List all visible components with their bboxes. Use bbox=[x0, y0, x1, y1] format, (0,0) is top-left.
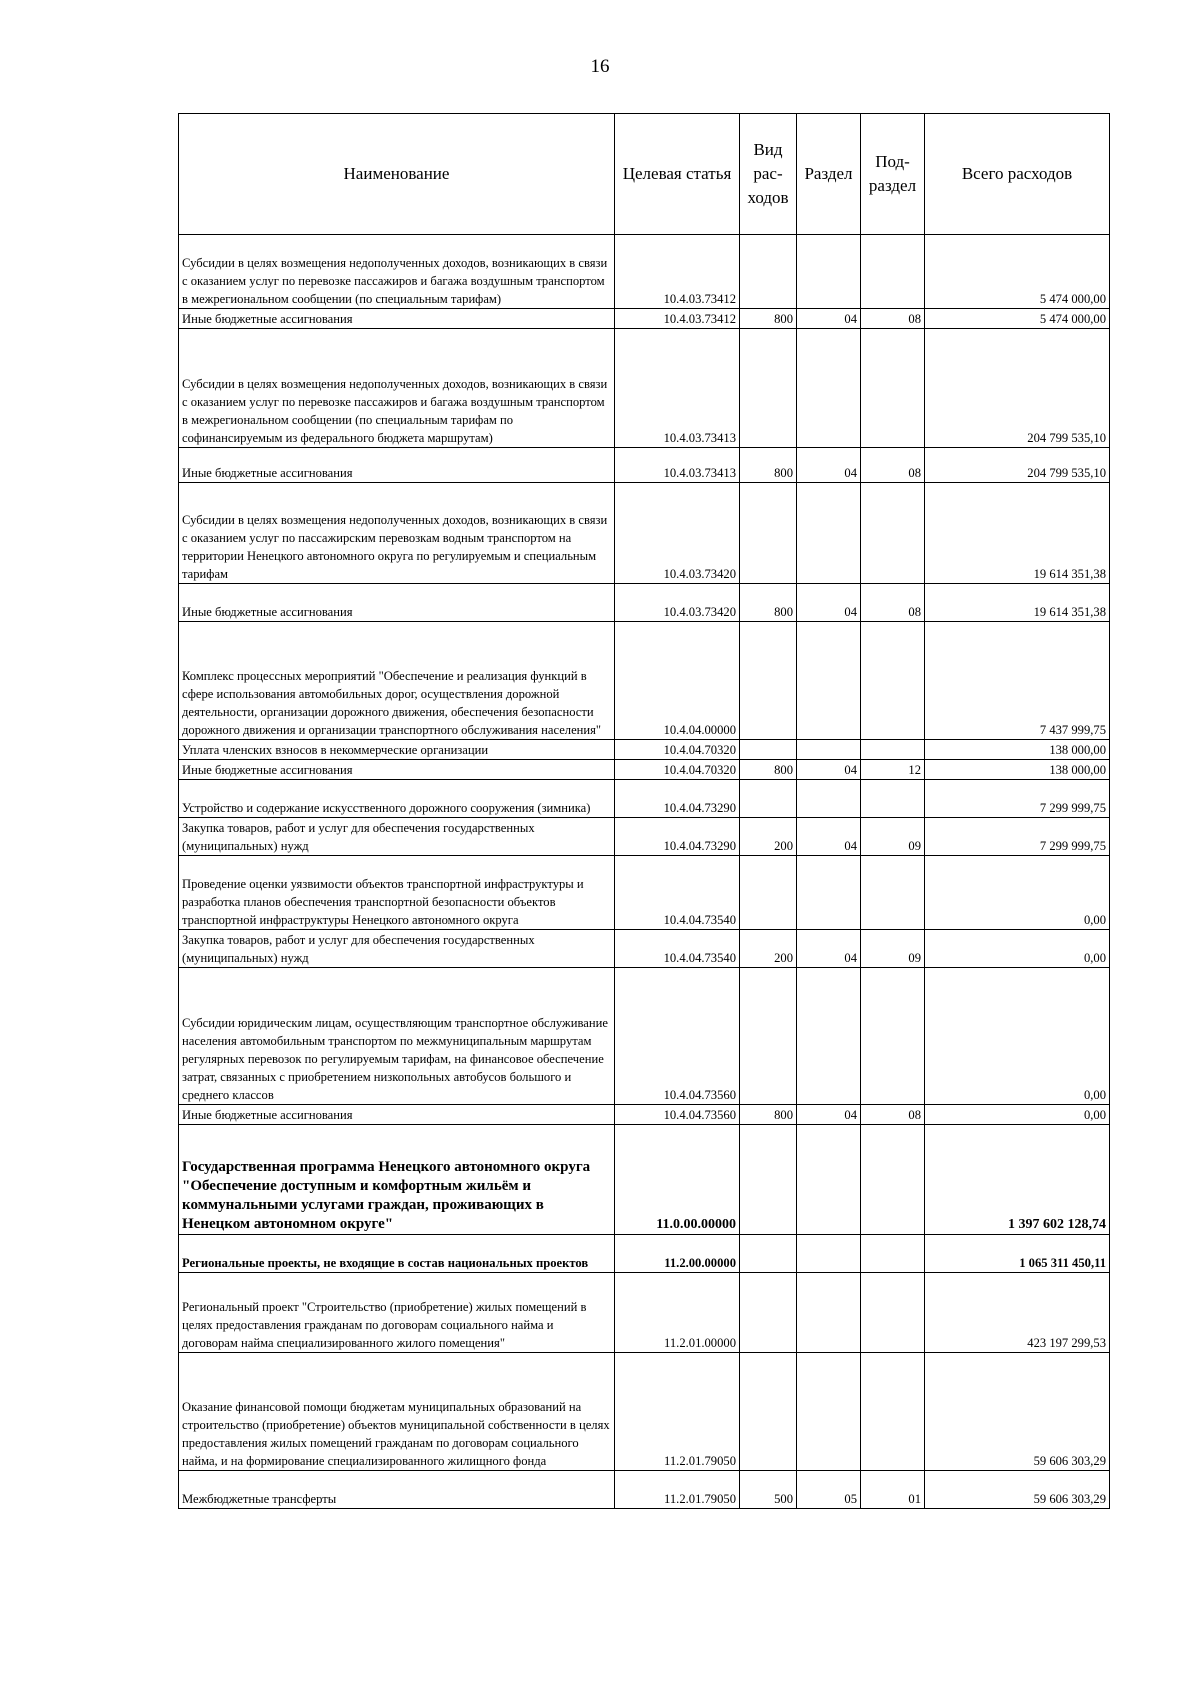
table-row bbox=[179, 309, 1110, 329]
row-subsection bbox=[861, 622, 925, 740]
table-row bbox=[179, 584, 1110, 622]
row-section bbox=[797, 483, 861, 584]
row-total: 7 299 999,75 bbox=[925, 780, 1110, 818]
row-total: 5 474 000,00 bbox=[925, 309, 1110, 329]
row-kind bbox=[740, 1125, 797, 1235]
row-target: 10.4.04.00000 bbox=[615, 622, 740, 740]
row-name: Государственная программа Ненецкого автономного округа "Обеспечение доступным и комфортным жильём и коммунальными услугами граждан, проживающих в Ненецком автономном округе" bbox=[179, 1125, 615, 1235]
row-name: Субсидии в целях возмещения недополученных доходов, возникающих в связи с оказанием услуг по перевозке пассажиров и багажа воздушным транспортом в межрегиональном сообщении (по специальным тарифам) bbox=[179, 235, 615, 309]
row-section: 04 bbox=[797, 818, 861, 856]
table-header bbox=[179, 114, 1110, 235]
row-kind: 200 bbox=[740, 930, 797, 968]
row-total: 19 614 351,38 bbox=[925, 483, 1110, 584]
row-subsection bbox=[861, 856, 925, 930]
header-target: Целевая статья bbox=[615, 114, 740, 235]
row-name: Оказание финансовой помощи бюджетам муниципальных образований на строительство (приобретение) объектов муниципальной собственности в целях предоставления жилых помещений гражданам по договорам социального найма, и на формирование специализированного жилищного фонда bbox=[179, 1353, 615, 1471]
row-name: Межбюджетные трансферты bbox=[179, 1471, 615, 1509]
row-target: 10.4.03.73412 bbox=[615, 235, 740, 309]
table-row bbox=[179, 1105, 1110, 1125]
row-kind bbox=[740, 329, 797, 448]
row-subsection bbox=[861, 329, 925, 448]
row-subsection bbox=[861, 1125, 925, 1235]
row-name: Иные бюджетные ассигнования bbox=[179, 309, 615, 329]
table-row bbox=[179, 930, 1110, 968]
row-kind bbox=[740, 856, 797, 930]
row-section bbox=[797, 968, 861, 1105]
row-kind: 800 bbox=[740, 448, 797, 483]
table-row bbox=[179, 329, 1110, 448]
row-target: 10.4.04.70320 bbox=[615, 760, 740, 780]
header-total: Всего расходов bbox=[925, 114, 1110, 235]
row-kind bbox=[740, 740, 797, 760]
row-target: 10.4.04.70320 bbox=[615, 740, 740, 760]
header-subsection: Под-раздел bbox=[861, 114, 925, 235]
row-section bbox=[797, 856, 861, 930]
row-total: 19 614 351,38 bbox=[925, 584, 1110, 622]
row-subsection bbox=[861, 235, 925, 309]
row-total: 0,00 bbox=[925, 968, 1110, 1105]
row-subsection bbox=[861, 1273, 925, 1353]
row-target: 10.4.03.73413 bbox=[615, 448, 740, 483]
table-row bbox=[179, 1125, 1110, 1235]
row-section bbox=[797, 235, 861, 309]
budget-table bbox=[178, 113, 1110, 1509]
row-name: Субсидии в целях возмещения недополученных доходов, возникающих в связи с оказанием услуг по пассажирским перевозкам водным транспортом на территории Ненецкого автономного округа по регулируемым и специальным тарифам bbox=[179, 483, 615, 584]
row-total: 0,00 bbox=[925, 856, 1110, 930]
row-section bbox=[797, 1273, 861, 1353]
row-name: Устройство и содержание искусственного дорожного сооружения (зимника) bbox=[179, 780, 615, 818]
page-number: 16 bbox=[590, 56, 610, 77]
row-section: 05 bbox=[797, 1471, 861, 1509]
table-row bbox=[179, 622, 1110, 740]
row-kind bbox=[740, 235, 797, 309]
row-name: Субсидии юридическим лицам, осуществляющим транспортное обслуживание населения автомобильным транспортом по межмуниципальным маршрутам регулярных перевозок по регулируемым тарифам, на финансовое обеспечение затрат, связанных с приобретением низкопольных автобусов большого и среднего классов bbox=[179, 968, 615, 1105]
row-kind bbox=[740, 622, 797, 740]
table-row bbox=[179, 780, 1110, 818]
row-section: 04 bbox=[797, 930, 861, 968]
row-section: 04 bbox=[797, 1105, 861, 1125]
row-total: 1 397 602 128,74 bbox=[925, 1125, 1110, 1235]
row-kind: 800 bbox=[740, 1105, 797, 1125]
row-section: 04 bbox=[797, 760, 861, 780]
row-subsection: 09 bbox=[861, 930, 925, 968]
row-name: Иные бюджетные ассигнования bbox=[179, 448, 615, 483]
row-total: 1 065 311 450,11 bbox=[925, 1235, 1110, 1273]
row-subsection: 09 bbox=[861, 818, 925, 856]
row-target: 10.4.04.73290 bbox=[615, 780, 740, 818]
row-target: 10.4.04.73290 bbox=[615, 818, 740, 856]
row-total: 0,00 bbox=[925, 1105, 1110, 1125]
row-kind: 500 bbox=[740, 1471, 797, 1509]
table-row bbox=[179, 1235, 1110, 1273]
row-subsection bbox=[861, 780, 925, 818]
row-section bbox=[797, 780, 861, 818]
row-target: 11.2.01.79050 bbox=[615, 1471, 740, 1509]
row-name: Комплекс процессных мероприятий "Обеспечение и реализация функций в сфере использования автомобильных дорог, осуществления дорожной деятельности, организации дорожного движения, обеспечения безопасности дорожного движения и организации транспортного обслуживания населения" bbox=[179, 622, 615, 740]
row-subsection bbox=[861, 1235, 925, 1273]
row-subsection: 08 bbox=[861, 584, 925, 622]
table-row bbox=[179, 483, 1110, 584]
row-total: 204 799 535,10 bbox=[925, 448, 1110, 483]
row-subsection: 08 bbox=[861, 448, 925, 483]
row-subsection bbox=[861, 740, 925, 760]
header-name: Наименование bbox=[179, 114, 615, 235]
row-kind bbox=[740, 1235, 797, 1273]
row-total: 7 299 999,75 bbox=[925, 818, 1110, 856]
row-kind bbox=[740, 968, 797, 1105]
row-kind bbox=[740, 483, 797, 584]
row-kind bbox=[740, 1273, 797, 1353]
row-section: 04 bbox=[797, 584, 861, 622]
table-row bbox=[179, 1273, 1110, 1353]
row-subsection bbox=[861, 483, 925, 584]
row-total: 0,00 bbox=[925, 930, 1110, 968]
row-kind: 800 bbox=[740, 309, 797, 329]
row-name: Уплата членских взносов в некоммерческие организации bbox=[179, 740, 615, 760]
row-total: 138 000,00 bbox=[925, 740, 1110, 760]
row-total: 59 606 303,29 bbox=[925, 1353, 1110, 1471]
table-row bbox=[179, 760, 1110, 780]
row-name: Субсидии в целях возмещения недополученных доходов, возникающих в связи с оказанием услуг по перевозке пассажиров и багажа воздушным транспортом в межрегиональном сообщении (по специальным тарифам по софинансируемым из федерального бюджета маршрутам) bbox=[179, 329, 615, 448]
row-total: 204 799 535,10 bbox=[925, 329, 1110, 448]
row-target: 10.4.03.73420 bbox=[615, 483, 740, 584]
row-section bbox=[797, 740, 861, 760]
row-name: Региональный проект "Строительство (приобретение) жилых помещений в целях предоставления гражданам по договорам социального найма и договорам найма специализированного жилого помещения" bbox=[179, 1273, 615, 1353]
row-subsection: 12 bbox=[861, 760, 925, 780]
row-total: 138 000,00 bbox=[925, 760, 1110, 780]
row-total: 7 437 999,75 bbox=[925, 622, 1110, 740]
row-section: 04 bbox=[797, 309, 861, 329]
row-subsection: 01 bbox=[861, 1471, 925, 1509]
row-section bbox=[797, 1125, 861, 1235]
row-target: 10.4.03.73412 bbox=[615, 309, 740, 329]
table-row bbox=[179, 818, 1110, 856]
row-total: 423 197 299,53 bbox=[925, 1273, 1110, 1353]
row-total: 5 474 000,00 bbox=[925, 235, 1110, 309]
table-row bbox=[179, 1471, 1110, 1509]
row-name: Иные бюджетные ассигнования bbox=[179, 584, 615, 622]
row-kind: 800 bbox=[740, 760, 797, 780]
row-name: Закупка товаров, работ и услуг для обеспечения государственных (муниципальных) нужд bbox=[179, 818, 615, 856]
row-target: 11.2.00.00000 bbox=[615, 1235, 740, 1273]
row-subsection: 08 bbox=[861, 1105, 925, 1125]
row-section: 04 bbox=[797, 448, 861, 483]
row-name: Региональные проекты, не входящие в состав национальных проектов bbox=[179, 1235, 615, 1273]
row-subsection bbox=[861, 1353, 925, 1471]
row-kind: 200 bbox=[740, 818, 797, 856]
row-target: 10.4.03.73420 bbox=[615, 584, 740, 622]
row-section bbox=[797, 1235, 861, 1273]
row-target: 10.4.04.73540 bbox=[615, 856, 740, 930]
row-target: 11.2.01.00000 bbox=[615, 1273, 740, 1353]
row-name: Иные бюджетные ассигнования bbox=[179, 1105, 615, 1125]
row-kind: 800 bbox=[740, 584, 797, 622]
table-row bbox=[179, 740, 1110, 760]
row-target: 10.4.04.73560 bbox=[615, 968, 740, 1105]
row-total: 59 606 303,29 bbox=[925, 1471, 1110, 1509]
row-subsection: 08 bbox=[861, 309, 925, 329]
row-subsection bbox=[861, 968, 925, 1105]
table-row bbox=[179, 856, 1110, 930]
table-row bbox=[179, 448, 1110, 483]
row-name: Проведение оценки уязвимости объектов транспортной инфраструктуры и разработка планов обеспечения транспортной безопасности объектов транспортной инфраструктуры Ненецкого автономного округа bbox=[179, 856, 615, 930]
row-kind bbox=[740, 1353, 797, 1471]
row-name: Иные бюджетные ассигнования bbox=[179, 760, 615, 780]
row-target: 10.4.03.73413 bbox=[615, 329, 740, 448]
row-target: 11.0.00.00000 bbox=[615, 1125, 740, 1235]
header-kind: Вид рас-ходов bbox=[740, 114, 797, 235]
row-section bbox=[797, 329, 861, 448]
table-row bbox=[179, 1353, 1110, 1471]
header-section: Раздел bbox=[797, 114, 861, 235]
row-target: 10.4.04.73560 bbox=[615, 1105, 740, 1125]
row-section bbox=[797, 622, 861, 740]
row-section bbox=[797, 1353, 861, 1471]
table-row bbox=[179, 968, 1110, 1105]
table-row bbox=[179, 235, 1110, 309]
row-target: 10.4.04.73540 bbox=[615, 930, 740, 968]
row-target: 11.2.01.79050 bbox=[615, 1353, 740, 1471]
row-name: Закупка товаров, работ и услуг для обеспечения государственных (муниципальных) нужд bbox=[179, 930, 615, 968]
row-kind bbox=[740, 780, 797, 818]
